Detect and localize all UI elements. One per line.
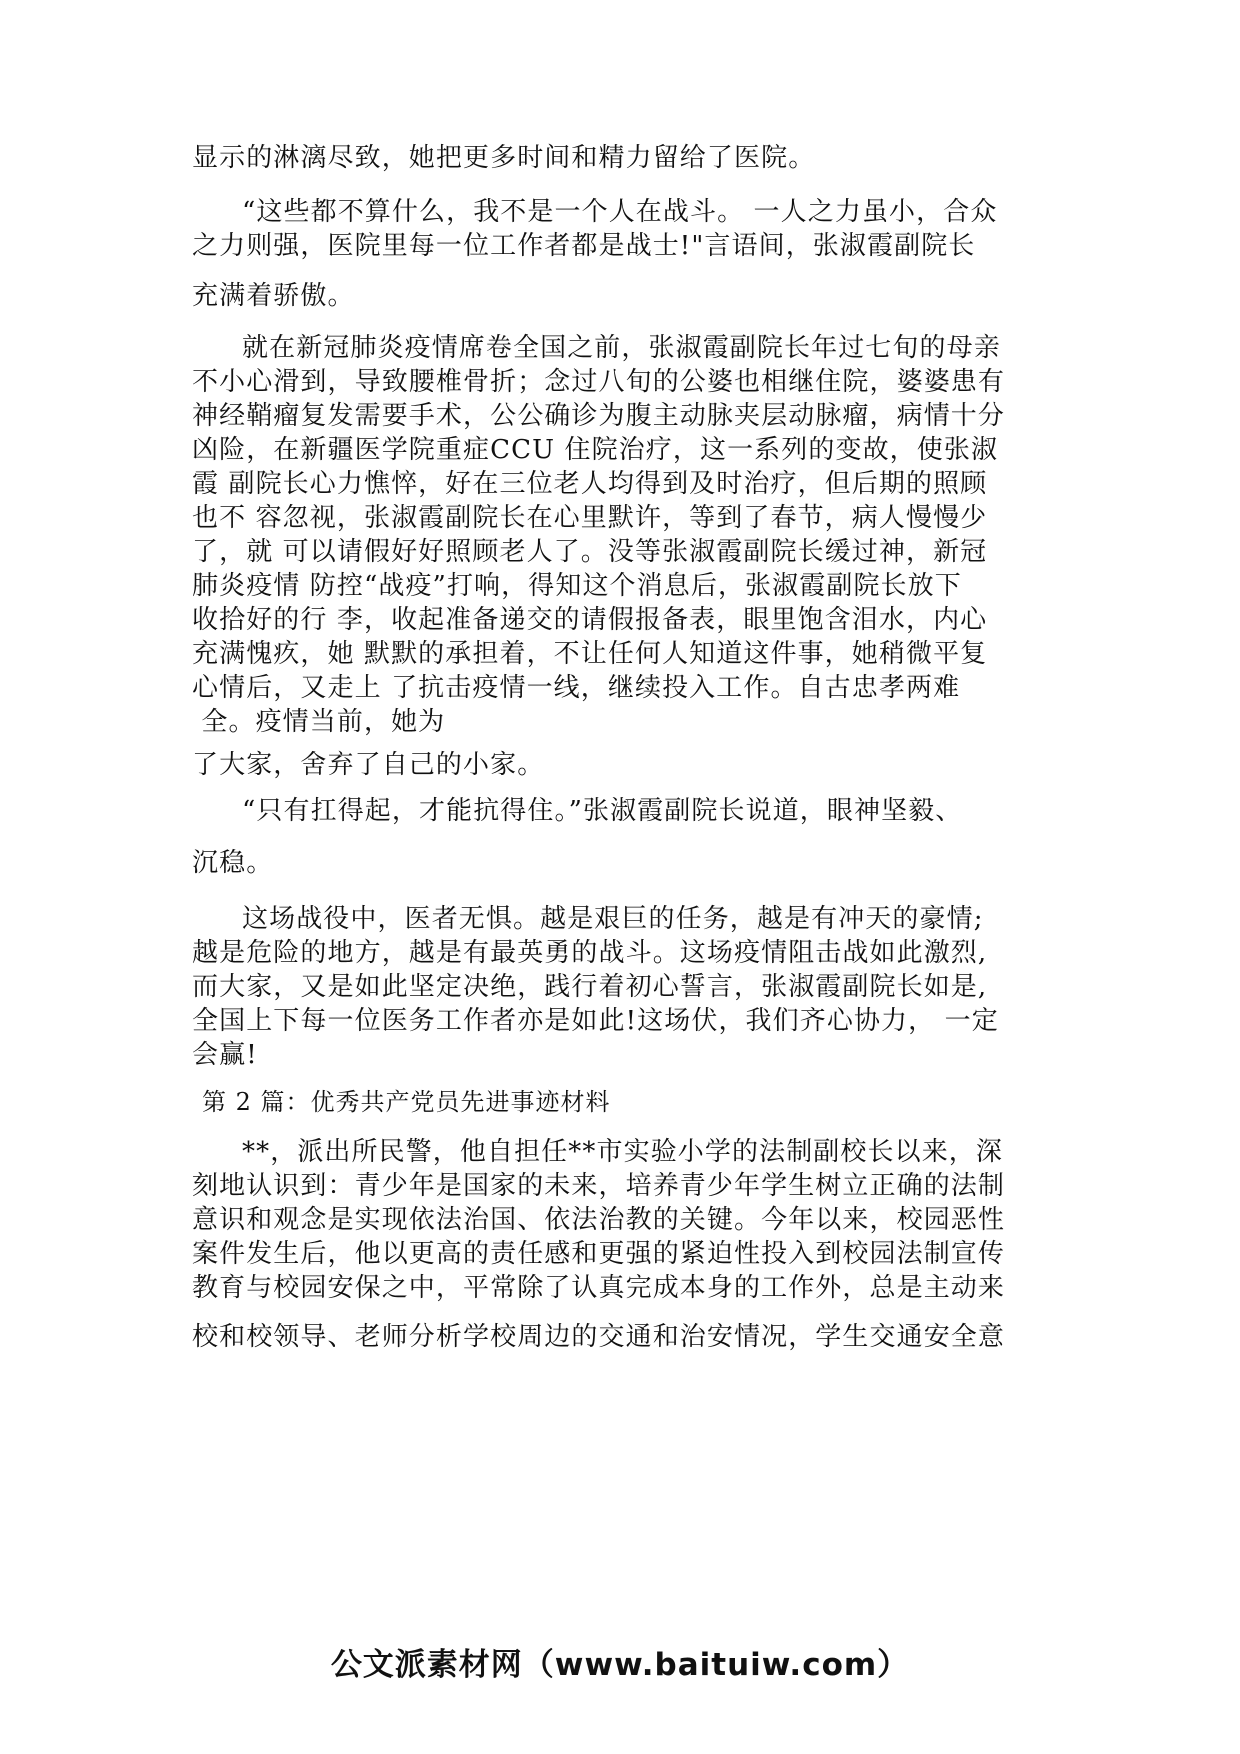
text-line: “这些都不算什么，我不是一个人在战斗。 一人之力虽小，合众 [242,197,998,227]
section-heading: 第 2 篇：优秀共产党员先进事迹材料 [202,1088,611,1116]
text-line: “只有扛得起，才能抗得住。”张淑霞副院长说道，眼神坚毅、 [242,796,963,826]
text-line: 案件发生后，他以更高的责任感和更强的紧迫性投入到校园法制宣传 [192,1239,1006,1269]
text-line: 这场战役中，医者无惧。越是艰巨的任务，越是有冲天的豪情; [242,904,984,934]
text-line: 全。疫情当前，她为 [192,707,446,737]
text-line: 意识和观念是实现依法治国、依法治教的关键。今年以来，校园恶性 [192,1205,1006,1235]
text-line: 了，就 可以请假好好照顾老人了。没等张淑霞副院长缓过神，新冠 [192,537,988,567]
text-line: 不小心滑到，导致腰椎骨折；念过八旬的公婆也相继住院，婆婆患有 [192,367,1006,397]
text-line: 充满着骄傲。 [192,281,355,311]
text-line: 收拾好的行 李，收起准备递交的请假报备表，眼里饱含泪水，内心 [192,605,988,635]
footer-watermark: 公文派素材网（www.baituiw.com） [330,1647,910,1683]
text-line: 凶险，在新疆医学院重症CCU 住院治疗，这一系列的变故，使张淑 [192,435,999,465]
text-line: 之力则强，医院里每一位工作者都是战士!"言语间，张淑霞副院长 [192,231,976,261]
text-line: 充满愧疚，她 默默的承担着，不让任何人知道这件事，她稍微平复 [192,639,988,669]
text-line: 校和校领导、老师分析学校周边的交通和治安情况，学生交通安全意 [192,1322,1006,1352]
text-line: 肺炎疫情 防控“战疫”打响，得知这个消息后，张淑霞副院长放下 [192,571,962,601]
text-line: 越是危险的地方，越是有最英勇的战斗。这场疫情阻击战如此激烈, [192,938,988,968]
text-line: 刻地认识到：青少年是国家的未来，培养青少年学生树立正确的法制 [192,1171,1006,1201]
text-line: 心情后，又走上 了抗击疫情一线，继续投入工作。自古忠孝两难 [192,673,961,703]
text-line: 而大家，又是如此坚定决绝，践行着初心誓言，张淑霞副院长如是, [192,972,988,1002]
text-line: 会赢! [192,1040,258,1070]
text-line: 沉稳。 [192,848,274,878]
text-line: **，派出所民警，他自担任**市实验小学的法制副校长以来，深 [242,1137,1004,1167]
text-line: 全国上下每一位医务工作者亦是如此!这场伏，我们齐心协力， 一定 [192,1006,999,1036]
text-line: 神经鞘瘤复发需要手术，公公确诊为腹主动脉夹层动脉瘤，病情十分 [192,401,1006,431]
text-line: 就在新冠肺炎疫情席卷全国之前，张淑霞副院长年过七旬的母亲 [242,333,1001,363]
text-line: 了大家，舍弃了自己的小家。 [192,750,545,780]
text-line: 也不 容忽视，张淑霞副院长在心里默许，等到了春节，病人慢慢少 [192,503,988,533]
text-line: 教育与校园安保之中，平常除了认真完成本身的工作外，总是主动来 [192,1273,1006,1303]
text-line: 霞 副院长心力憔悴，好在三位老人均得到及时治疗，但后期的照顾 [192,469,988,499]
text-line: 显示的淋漓尽致，她把更多时间和精力留给了医院。 [192,143,816,173]
